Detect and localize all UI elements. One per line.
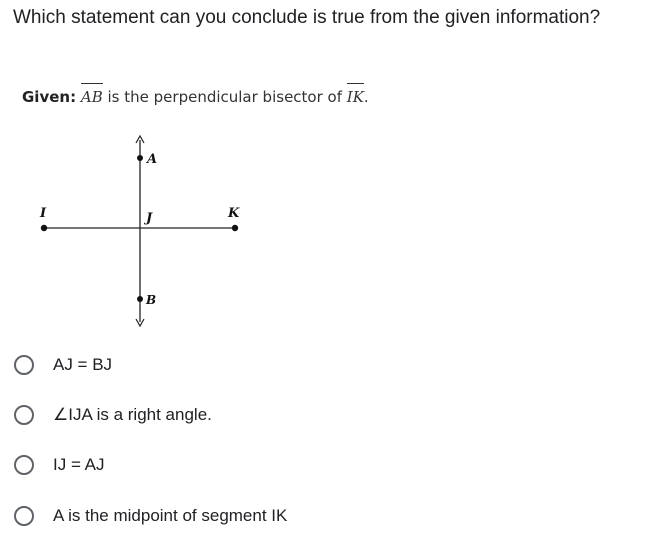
question-text: Which statement can you conclude is true from the given information? <box>13 7 601 28</box>
point-k-dot <box>232 225 238 231</box>
radio-button-3[interactable] <box>14 455 34 475</box>
option-3-label: IJ = AJ <box>53 455 105 474</box>
radio-button-1[interactable] <box>14 355 34 375</box>
given-end-punct: . <box>363 88 369 106</box>
segment-ik-name: IK <box>346 88 364 106</box>
option-4[interactable] <box>14 503 287 529</box>
label-a: A <box>147 152 158 167</box>
option-2-label: ∠IJA is a right angle. <box>53 405 212 424</box>
label-b: B <box>146 293 157 307</box>
point-a-dot <box>137 155 143 161</box>
option-1-label: AJ = BJ <box>53 355 113 374</box>
label-k: K <box>228 206 240 221</box>
point-b-dot <box>137 296 143 302</box>
option-3[interactable] <box>14 452 105 478</box>
label-i: I <box>40 206 47 221</box>
label-j: J <box>146 211 153 226</box>
point-i-dot <box>41 225 47 231</box>
radio-button-4[interactable] <box>14 506 34 526</box>
option-1[interactable] <box>14 352 112 378</box>
option-4-label: A is the midpoint of segment IK <box>53 506 288 525</box>
given-middle-text: is the perpendicular bisector of <box>107 88 342 106</box>
given-label: Given: <box>22 88 77 106</box>
radio-button-2[interactable] <box>14 405 34 425</box>
line-ab-name: AB <box>80 88 103 106</box>
geometry-figure <box>0 70 400 340</box>
option-2[interactable] <box>14 402 212 428</box>
